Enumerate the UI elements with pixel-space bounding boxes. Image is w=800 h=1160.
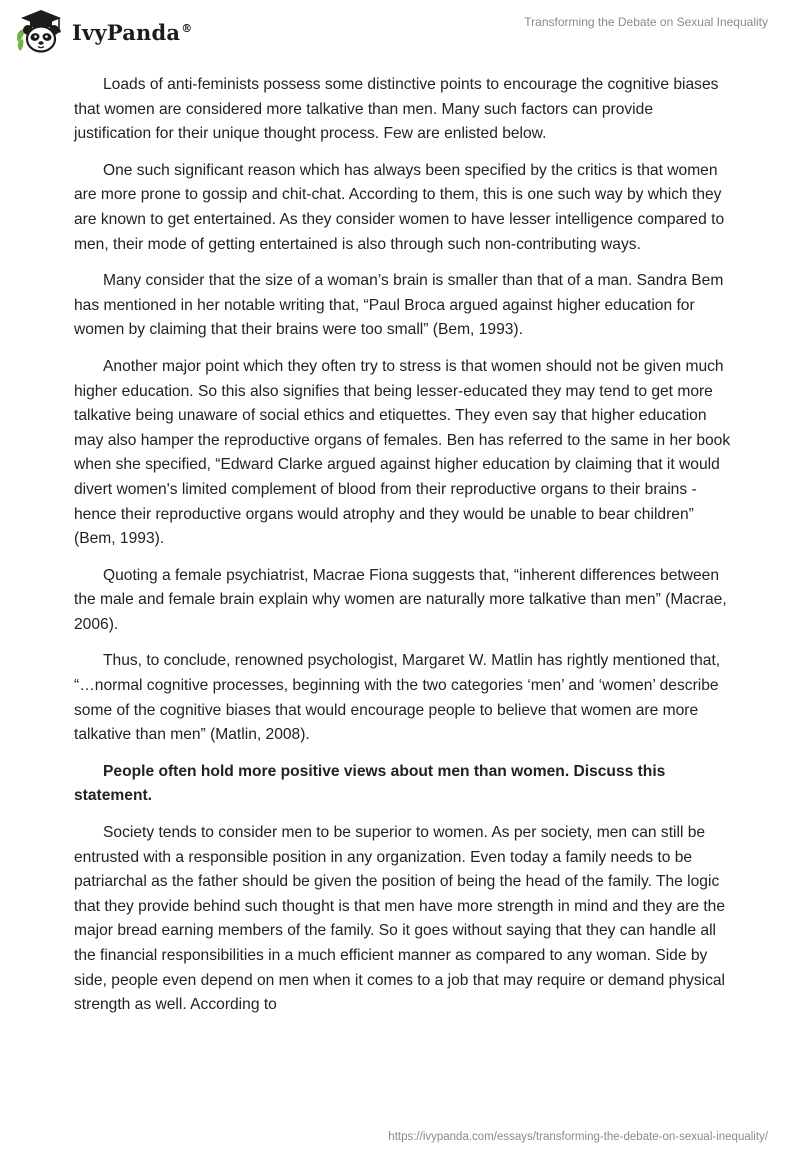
section-heading: People often hold more positive views about men than women. Discuss this statement. xyxy=(74,762,666,805)
page-header xyxy=(0,0,800,70)
ivypanda-logo[interactable] xyxy=(14,8,192,56)
paragraph: Quoting a female psychiatrist, Macrae Fiona suggests that, “inherent differences between the male and female brain explain why women are naturally more talkative than men” (Macrae, 2006). xyxy=(74,566,727,633)
paragraph: Thus, to conclude, renowned psychologist, Margaret W. Matlin has rightly mentioned that, “…normal cognitive processes, beginning with the two categories ‘men’ and ‘women’ describe some of the cognitive biases that would encourage people to believe that women are more talkative than men” (Matlin, 2008). xyxy=(74,652,721,744)
paragraph: Society tends to consider men to be superior to women. As per society, men can still be entrusted with a responsible position in any organization. Even today a family needs to be patriarchal as the father should be given the position of being the head of the family. The logic that they provide behind such thought is that men have more strength in mind and they are the major bread earning members of the family. So it goes without saying that they can handle all the financial responsibilities in a much efficient manner as compared to any woman. Side by side, people even depend on men when it comes to a job that may require or demand physical strength as well. According to xyxy=(74,824,726,1014)
document-title: Transforming the Debate on Sexual Inequality xyxy=(524,15,768,29)
paragraph: Loads of anti-feminists possess some distinctive points to encourage the cognitive biases that women are considered more talkative than men. Many such factors can provide justification for their unique thought process. Few are enlisted below. xyxy=(74,76,719,143)
registered-mark: ® xyxy=(181,21,193,35)
paragraph: Another major point which they often try to stress is that women should not be given much higher education. So this also signifies that being lesser-educated they may tend to get more talkative being unaware of social ethics and etiquettes. They even say that higher education may also hamper the reproductive organs of females. Ben has referred to the same in her book when she specified, “Edward Clarke argued against higher education by claiming that it would divert women's limited complement of blood from their reproductive organs to their brains - hence their reproductive organs would atrophy and they would be unable to bear children” (Bem, 1993). xyxy=(74,357,731,548)
panda-graduate-icon xyxy=(14,8,68,56)
logo-text: IvyPanda xyxy=(72,19,181,45)
essay-body xyxy=(74,73,734,1030)
paragraph: One such significant reason which has always been specified by the critics is that women are more prone to gossip and chit-chat. According to them, this is one such way by which they are known to get entertained. As they consider women to have lesser intelligence compared to men, their mode of getting entertained is also through such non-contributing ways. xyxy=(74,161,725,253)
logo-wordmark xyxy=(72,20,192,45)
paragraph: Many consider that the size of a woman’s brain is smaller than that of a man. Sandra Bem has mentioned in her notable writing that, “Paul Broca argued against higher education for women by claiming that their brains were too small” (Bem, 1993). xyxy=(74,272,724,339)
source-url-link[interactable]: https://ivypanda.com/essays/transforming-the-debate-on-sexual-inequality/ xyxy=(388,1131,768,1143)
